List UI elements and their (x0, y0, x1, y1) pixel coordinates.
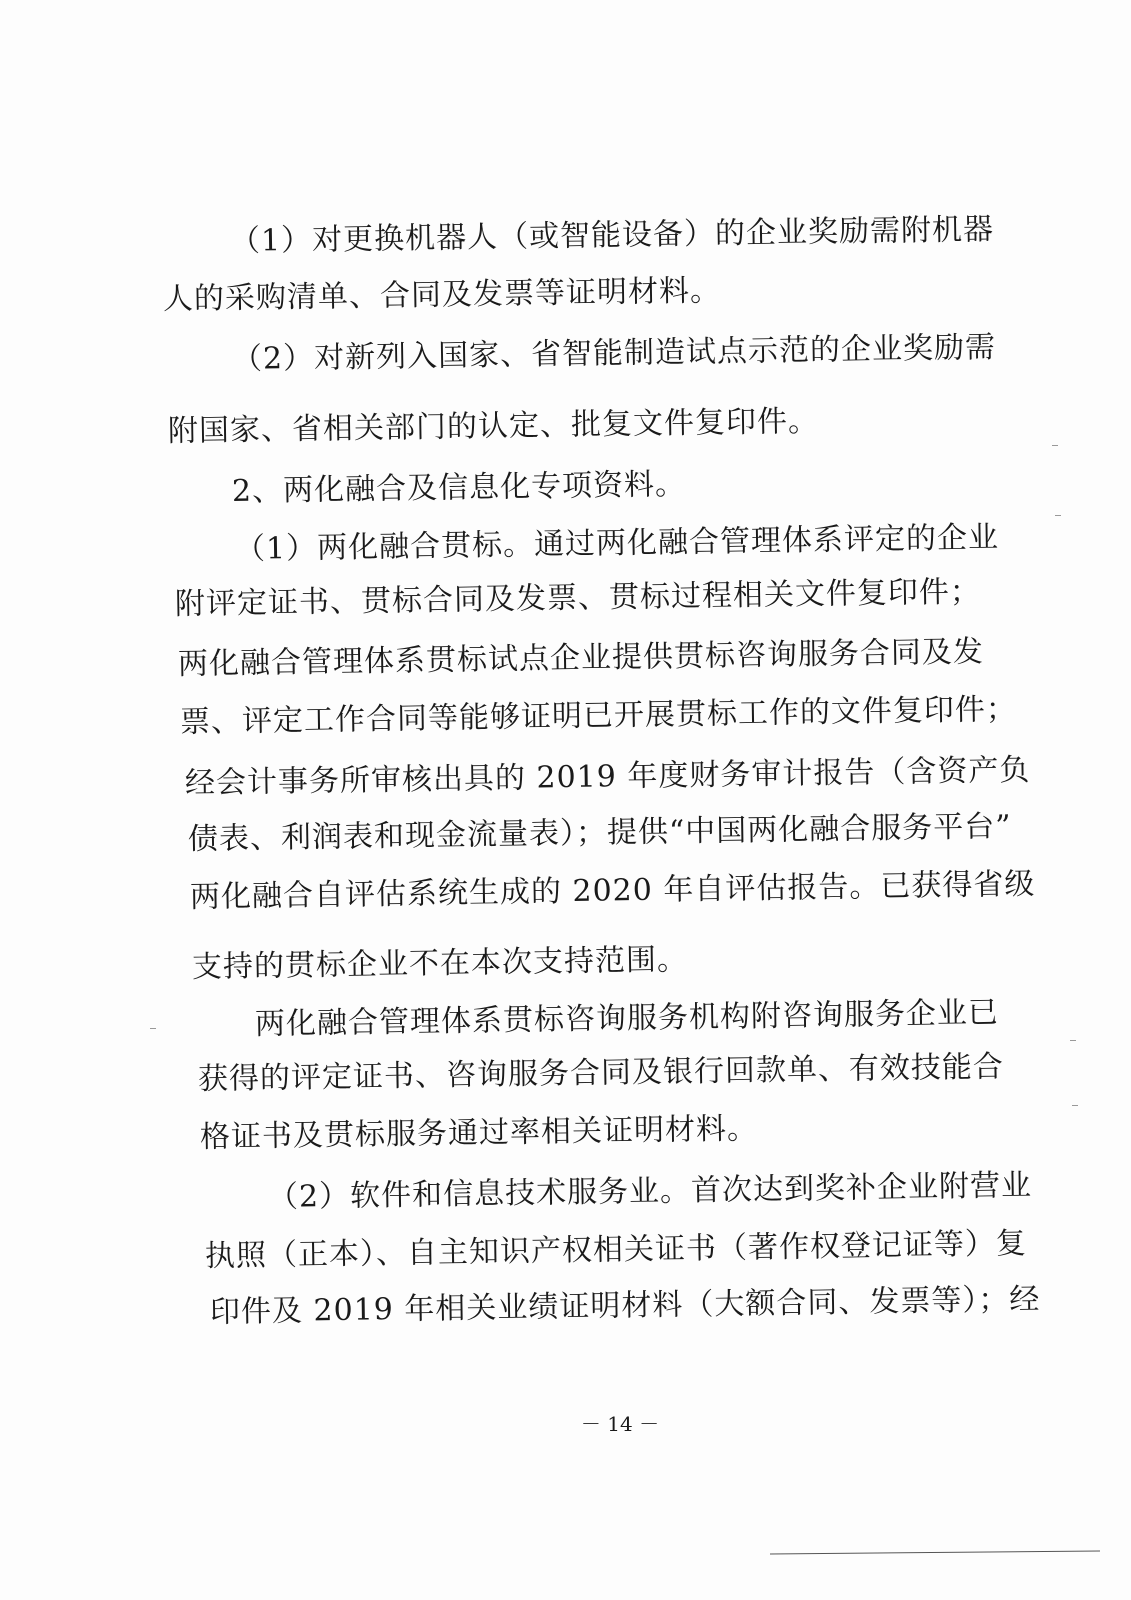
text-line: 两化融合管理体系贯标试点企业提供贯标咨询服务合同及发 (177, 634, 985, 682)
text-line: 人的采购清单、合同及发票等证明材料。 (162, 273, 722, 317)
scan-speck (1052, 445, 1058, 446)
page-number: － 14 － (580, 1412, 660, 1436)
text-line: 债表、利润表和现金流量表）；提供“中国两化融合服务平台” (187, 809, 1012, 857)
scan-edge-line (770, 1551, 1100, 1555)
text-line: 支持的贯标企业不在本次支持范围。 (191, 942, 689, 985)
text-line: （2）软件和信息技术服务业。首次达到奖补企业附营业 (267, 1168, 1033, 1215)
text-line: （1）两化融合贯标。通过两化融合管理体系评定的企业 (234, 520, 1000, 567)
scan-speck (150, 1028, 156, 1029)
text-line: 附国家、省相关部门的认定、批复文件复印件。 (167, 403, 820, 449)
text-line: 经会计事务所审核出具的 2019 年度财务审计报告（含资产负 (184, 752, 1031, 801)
text-line: 获得的评定证书、咨询服务合同及银行回款单、有效技能合 (197, 1049, 1005, 1097)
text-line: 两化融合自评估系统生成的 2020 年自评估报告。已获得省级 (189, 866, 1036, 915)
text-line: 印件及 2019 年相关业绩证明材料（大额合同、发票等）；经 (209, 1281, 1041, 1330)
text-line: （1）对更换机器人（或智能设备）的企业奖励需附机器 (229, 212, 995, 259)
text-line: 票、评定工作合同等能够证明已开展贯标工作的文件复印件； (179, 691, 1018, 740)
text-line: 附评定证书、贯标合同及发票、贯标过程相关文件复印件； (174, 574, 982, 622)
text-line: 两化融合管理体系贯标咨询服务机构附咨询服务企业已 (254, 995, 1000, 1042)
text-line: （2）对新列入国家、省智能制造试点示范的企业奖励需 (231, 330, 997, 377)
scan-speck (1072, 1105, 1078, 1106)
section-heading: 2、两化融合及信息化专项资料。 (231, 466, 687, 509)
scan-speck (1070, 1040, 1076, 1041)
scan-speck (1055, 515, 1061, 516)
text-line: 执照（正本）、自主知识产权相关证书（著作权登记证等）复 (204, 1226, 1028, 1274)
text-line: 格证书及贯标服务通过率相关证明材料。 (199, 1111, 759, 1155)
